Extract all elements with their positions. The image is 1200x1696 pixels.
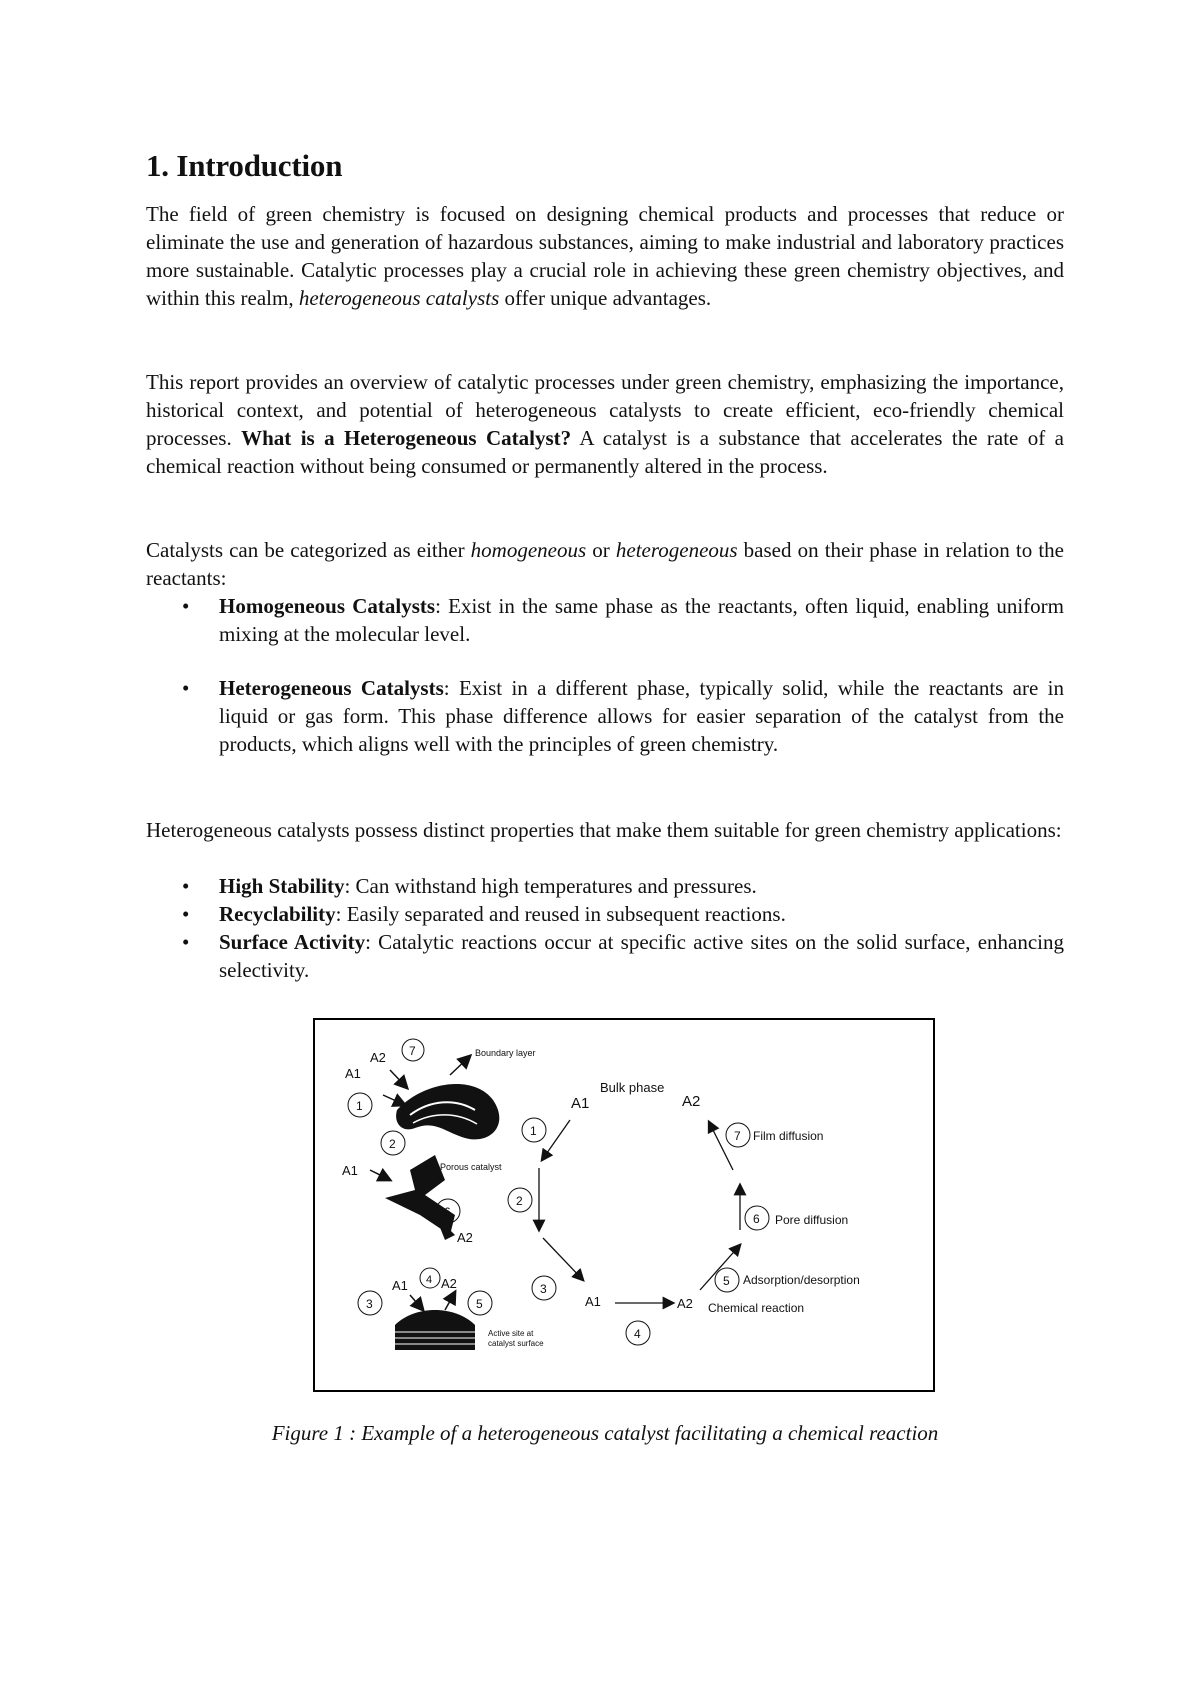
list-spacer <box>146 648 1064 674</box>
properties-paragraph: Heterogeneous catalysts possess distinct properties that make them suitable for green chemistry applications: <box>146 818 1062 842</box>
categories-text-a: Catalysts can be categorized as either <box>146 538 471 562</box>
intro-paragraph <box>146 200 1064 312</box>
list-item-term: Surface Activity <box>219 930 366 954</box>
diagram-label-a2-porous: A2 <box>457 1230 473 1245</box>
list-item <box>146 592 1064 648</box>
boundary-layer-blob <box>396 1084 499 1139</box>
cycle-a1-top: A1 <box>571 1095 590 1112</box>
cycle-a2-top: A2 <box>682 1093 701 1110</box>
chemical-reaction-label: Chemical reaction <box>708 1301 805 1315</box>
active-site-label-line2: catalyst surface <box>488 1339 544 1348</box>
diagram-label-a2: A2 <box>370 1050 386 1065</box>
list-item <box>146 872 1064 900</box>
properties-list <box>146 872 1064 984</box>
overview-text-a: This report provides an overview of catalytic processes under green chemistry, emphasizing the importance, historical context, and potential of heterogeneous catalysts to create efficient, eco-friendly chemical processes. <box>146 370 1064 450</box>
step-6-label-left: 6 <box>444 1205 451 1219</box>
list-item-text: : Can withstand high temperatures and pressures. <box>344 874 757 898</box>
homogeneous-emphasis: homogeneous <box>470 538 587 562</box>
catalyst-types-list <box>146 592 1064 758</box>
list-item-term: Heterogeneous Catalysts <box>219 676 444 700</box>
step-5-label-left: 5 <box>476 1297 483 1311</box>
cycle-a2-bottom: A2 <box>677 1296 693 1311</box>
step-1-label: 1 <box>356 1099 363 1113</box>
list-item <box>146 900 1064 928</box>
diagram-label-a1-site: A1 <box>392 1278 408 1293</box>
diagram-label-a1-porous: A1 <box>342 1163 358 1178</box>
list-item-term: Homogeneous Catalysts <box>219 594 436 618</box>
diagram-svg <box>315 1020 933 1390</box>
porous-catalyst-label: Porous catalyst <box>440 1162 502 1172</box>
overview-text-b: A catalyst is a substance that accelerates the rate of a chemical reaction without being consumed or permanently altered in the process. <box>146 426 1064 478</box>
boundary-layer-label: Boundary layer <box>475 1048 536 1058</box>
step-3-cycle: 3 <box>540 1282 547 1296</box>
step-1-cycle: 1 <box>530 1124 537 1138</box>
diagram-label-a1: A1 <box>345 1066 361 1081</box>
bullet-icon: • <box>182 902 190 926</box>
step-3-label-left: 3 <box>366 1297 373 1311</box>
bullet-icon: • <box>182 594 190 618</box>
film-diffusion-label: Film diffusion <box>753 1129 824 1143</box>
step-4-cycle: 4 <box>634 1327 641 1341</box>
intro-emphasis: heterogeneous catalysts <box>298 286 500 310</box>
list-item <box>146 674 1064 758</box>
bulk-phase-label: Bulk phase <box>600 1080 665 1095</box>
categories-text-b: based on their phase in relation to the reactants: <box>146 538 1064 590</box>
step-4-label-left: 4 <box>426 1274 433 1286</box>
step-7-label: 7 <box>409 1044 416 1058</box>
step-7-cycle: 7 <box>734 1129 741 1143</box>
heterogeneous-emphasis: heterogeneous <box>615 538 738 562</box>
step-2-label: 2 <box>389 1137 396 1151</box>
active-site-label: Active site at <box>488 1329 534 1338</box>
list-item-text: : Exist in a different phase, typically solid, while the reactants are in liquid or gas form. This phase difference allows for easier separation of the catalyst from the products, which aligns well with the principles of green chemistry. <box>219 676 1064 756</box>
categories-paragraph <box>146 536 1064 592</box>
step-5-cycle: 5 <box>723 1274 730 1288</box>
intro-text-b: offer unique advantages. <box>499 286 712 310</box>
overview-paragraph <box>146 368 1064 480</box>
section-heading: 1. Introduction <box>146 148 343 183</box>
categories-text-mid: or <box>586 538 616 562</box>
list-item-term: Recyclability <box>219 902 336 926</box>
adsorption-label: Adsorption/desorption <box>743 1273 860 1287</box>
list-item-term: High Stability <box>219 874 345 898</box>
overview-bold-question: What is a Heterogeneous Catalyst? <box>241 426 572 450</box>
bullet-icon: • <box>182 874 190 898</box>
catalyst-diagram <box>313 1018 935 1392</box>
cycle-a1-bottom: A1 <box>585 1294 601 1309</box>
figure-caption: Figure 1 : Example of a heterogeneous catalyst facilitating a chemical reaction <box>271 1421 939 1445</box>
bullet-icon: • <box>182 930 190 954</box>
pore-diffusion-label: Pore diffusion <box>775 1213 849 1227</box>
diagram-label-a2-site: A2 <box>441 1276 457 1291</box>
list-item-text: : Catalytic reactions occur at specific active sites on the solid surface, enhancing selectivity. <box>219 930 1065 982</box>
step-6-cycle: 6 <box>753 1212 760 1226</box>
step-2-cycle: 2 <box>516 1194 523 1208</box>
list-item <box>146 928 1064 984</box>
list-item-text: : Exist in the same phase as the reactants, often liquid, enabling uniform mixing at the molecular level. <box>219 594 1064 646</box>
list-item-text: : Easily separated and reused in subsequent reactions. <box>335 902 786 926</box>
bullet-icon: • <box>182 676 190 700</box>
intro-text-a: The field of green chemistry is focused on designing chemical products and processes that reduce or eliminate the use and generation of hazardous substances, aiming to make industrial and laboratory practices more sustainable. Catalytic processes play a crucial role in achieving these green chemistry objectives, and within this realm, <box>146 202 1064 310</box>
